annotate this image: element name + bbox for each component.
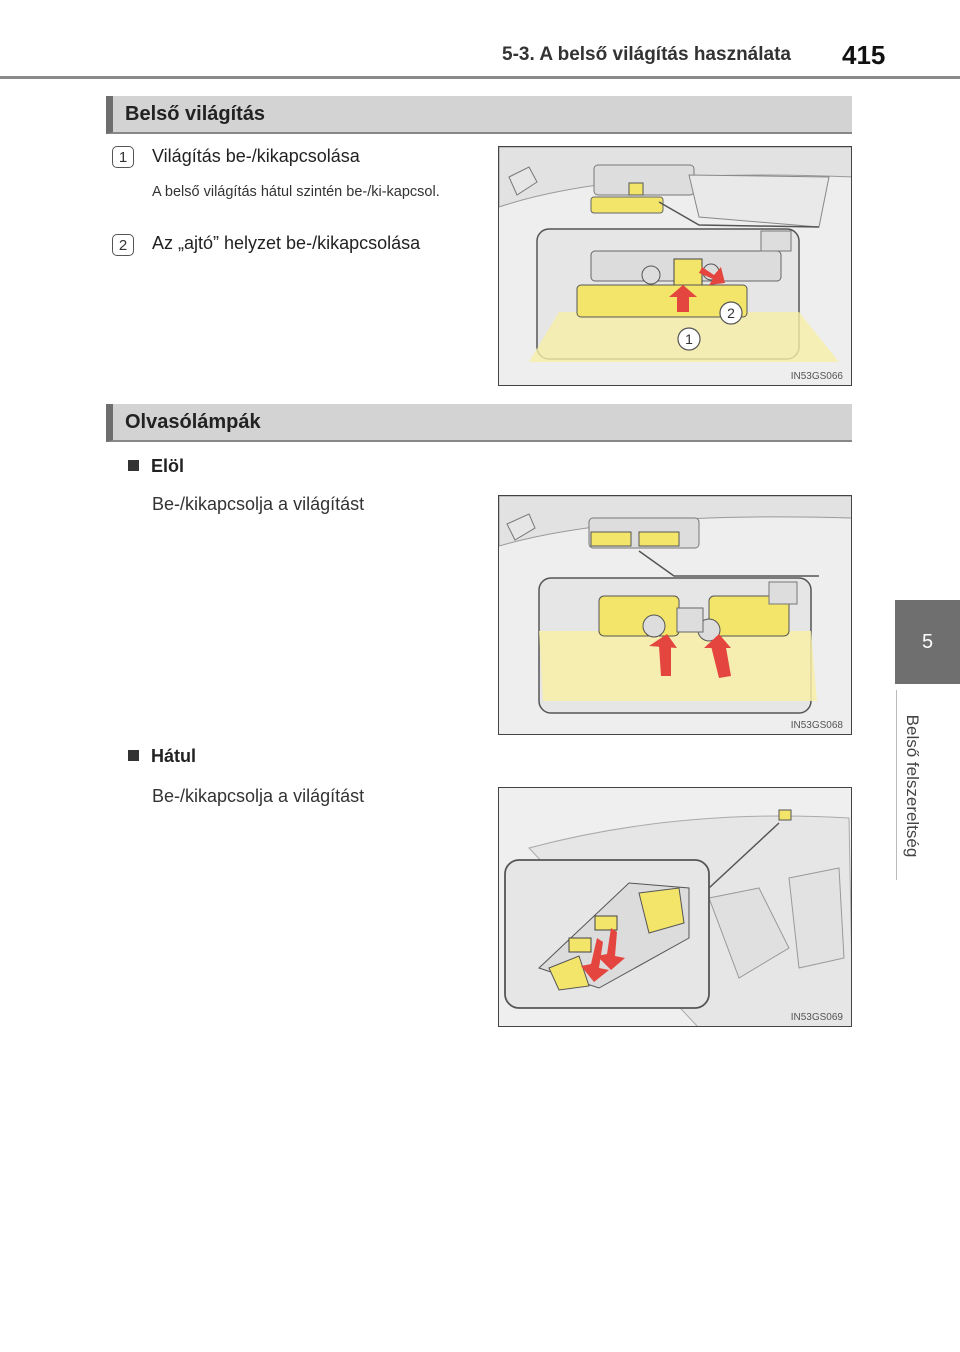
item-number-badge: 1 [112,146,134,168]
chapter-label: Belső felszereltség [903,714,922,858]
square-bullet-icon [128,460,139,471]
figure-code: IN53GS066 [790,371,843,382]
subheading-text: Hátul [151,746,196,766]
chapter-tab [895,600,960,684]
item-title: Világítás be-/kikapcsolása [152,146,360,166]
rear-lamps-illustration [499,788,852,1027]
subheading-rear [128,746,196,767]
figure-rear-reading-lamps [498,787,852,1027]
chapter-number: 5 [921,630,934,653]
front-lamps-illustration [499,496,852,735]
header-rule [0,76,960,79]
item-title: Az „ajtó” helyzet be-/kikapcsolása [152,233,421,253]
figure-front-reading-lamps [498,495,852,735]
figure-code: IN53GS068 [790,720,843,731]
section-head-interior-light [106,96,852,134]
figure-code: IN53GS069 [790,1012,843,1023]
subheading-text: Elöl [151,456,185,476]
section-title: Belső világítás [125,103,266,125]
subheading-front [128,456,184,477]
callout-2: 2 [727,305,735,321]
section-title: Olvasólámpák [125,411,261,433]
rear-description: Be-/kikapcsolja a világítást [152,786,365,806]
item-number-badge: 2 [112,234,134,256]
square-bullet-icon [128,750,139,761]
overhead-console-illustration [499,147,852,386]
page-number: 415 [842,40,886,70]
callout-1: 1 [685,331,693,347]
front-description: Be-/kikapcsolja a világítást [152,494,365,514]
section-head-reading-lamps [106,404,852,442]
figure-interior-light-switch [498,146,852,386]
chapter-side-label [896,690,927,880]
header-title: 5-3. A belső világítás használata [502,44,791,65]
item-description: A belső világítás hátul szintén be-/ki-kapcsol. [152,184,440,200]
